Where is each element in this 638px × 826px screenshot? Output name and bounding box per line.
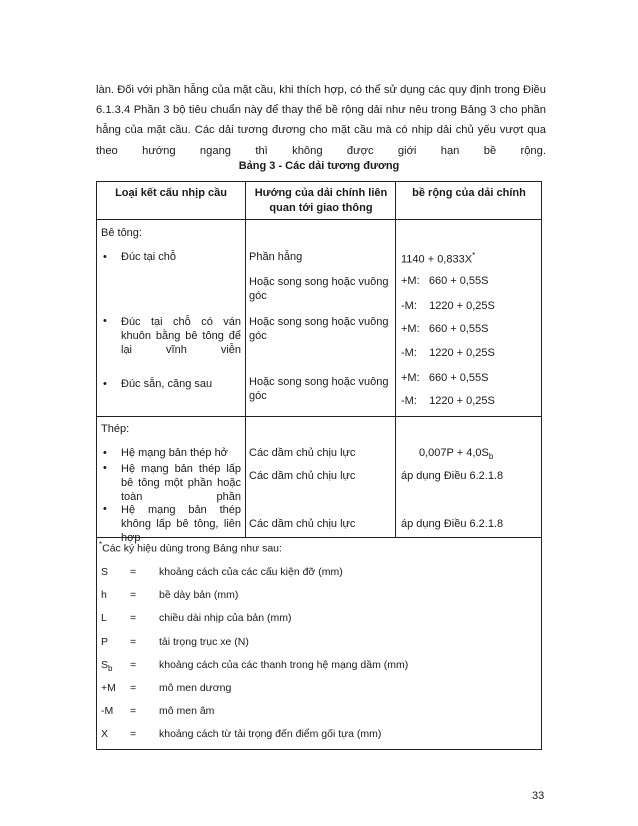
intro-paragraph: làn. Đối với phần hẫng của mặt cầu, khi thích hợp, có thể sử dụng các quy định trong Điều 6.1.3.4 Phần 3 bộ tiêu chuẩn này để thay thế bề rộng dải như nêu trong Bảng 3 cho phần hẫng của mặt cầu. Các dải tương đương cho mặt cầu mà có nhịp dải chủ yếu vượt qua theo hướng ngang thì không được giới hạn bề rộng. xyxy=(96,84,546,157)
symbol: h xyxy=(101,589,107,602)
concrete-stay-in-place-formwork: Đúc tại chỗ có ván khuôn bằng bê tông để lại vĩnh viễn xyxy=(121,316,241,356)
width-steel-composite-grid: áp dụng Điều 6.2.1.8 xyxy=(401,518,504,530)
symbol: X xyxy=(101,728,109,741)
steel-filled-grid: Hệ mạng bản thép lấp bê tông một phần hoặc toàn phần xyxy=(121,463,241,503)
direction-main-girders: Các dầm chủ chịu lực xyxy=(249,447,356,459)
symbol-definition: mô men dương xyxy=(159,682,232,694)
width-negative-moment: -M: 1220 + 0,25S xyxy=(401,300,495,312)
width-positive-moment: +M: 660 + 0,55S xyxy=(401,275,489,287)
bullet: • xyxy=(103,503,107,515)
symbol: $S_b$ xyxy=(101,658,113,673)
header-strip-width: bề rộng của dải chính xyxy=(412,187,526,199)
direction-parallel-or-perpendicular: Hoặc song song hoặc vuông góc xyxy=(249,316,389,342)
symbol-definition: bề dày bản (mm) xyxy=(159,589,239,602)
symbol: +M xyxy=(101,682,116,694)
section-separator xyxy=(97,416,541,417)
direction-main-girders: Các dầm chủ chịu lực xyxy=(249,518,356,530)
width-steel-open-grid: $0,007P + 4,0S_b$ xyxy=(419,447,494,462)
equivalent-strips-table xyxy=(96,181,542,750)
equals-sign: = xyxy=(130,728,137,741)
table-caption: Bảng 3 - Các dải tương đương xyxy=(238,160,400,172)
symbol-definition: tải trọng trục xe (N) xyxy=(159,635,249,648)
width-positive-moment: +M: 660 + 0,55S xyxy=(401,372,489,384)
concrete-precast-post-tensioned: Đúc sẵn, căng sau xyxy=(121,378,213,390)
bullet: • xyxy=(103,447,107,459)
direction-overhang: Phần hẫng xyxy=(249,251,303,263)
symbol: L xyxy=(101,612,107,625)
bullet: • xyxy=(103,378,107,390)
equals-sign: = xyxy=(130,705,137,718)
equals-sign: = xyxy=(130,612,137,625)
symbol-definition: khoảng cách của các cấu kiện đỡ (mm) xyxy=(159,566,343,578)
equals-sign: = xyxy=(130,589,137,602)
width-positive-moment: +M: 660 + 0,55S xyxy=(401,323,489,335)
steel-unfilled-composite-grid: Hệ mạng bản thép không lấp bê tông, liên hợp xyxy=(121,504,241,544)
symbol-definition: chiều dài nhịp của bản (mm) xyxy=(159,612,292,625)
bullet: • xyxy=(103,315,107,327)
width-negative-moment: -M: 1220 + 0,25S xyxy=(401,395,495,407)
section-concrete: Bê tông: xyxy=(101,227,142,239)
equals-sign: = xyxy=(130,566,137,578)
symbol-definition: khoảng cách của các thanh trong hệ mạng dầm (mm) xyxy=(159,658,409,671)
header-structure-type: Loại kết cấu nhịp cầu xyxy=(115,187,227,199)
column-divider-1 xyxy=(245,182,246,537)
symbol: -M xyxy=(101,705,114,718)
equals-sign: = xyxy=(130,682,137,694)
equals-sign: = xyxy=(130,658,137,671)
symbol-definition: khoảng cách từ tải trọng đến điểm gối tựa (mm) xyxy=(159,728,382,741)
symbol: P xyxy=(101,635,109,648)
page-number: 33 xyxy=(532,790,545,802)
equals-sign: = xyxy=(130,635,137,648)
header-separator xyxy=(97,219,541,220)
notes-intro: *Các ký hiệu dùng trong Bảng như sau: xyxy=(99,540,282,555)
header-direction: Hướng của dải chính liên quan tới giao thông xyxy=(254,187,388,214)
width-overhang: 1140 + 0,833X* xyxy=(401,251,476,266)
direction-parallel-or-perpendicular: Hoặc song song hoặc vuông góc xyxy=(249,276,389,302)
direction-main-girders: Các dầm chủ chịu lực xyxy=(249,470,356,482)
width-steel-filled-grid: áp dụng Điều 6.2.1.8 xyxy=(401,470,504,482)
symbol: S xyxy=(101,566,109,578)
column-divider-2 xyxy=(395,182,396,537)
steel-open-grid: Hệ mạng bản thép hở xyxy=(121,447,228,459)
concrete-cast-in-place: Đúc tại chỗ xyxy=(121,251,177,263)
symbol-definition: mô men âm xyxy=(159,705,215,718)
width-negative-moment: -M: 1220 + 0,25S xyxy=(401,347,495,359)
bullet: • xyxy=(103,251,107,263)
bullet: • xyxy=(103,462,107,474)
section-steel: Thép: xyxy=(101,423,130,435)
direction-parallel-or-perpendicular: Hoặc song song hoặc vuông góc xyxy=(249,376,389,402)
